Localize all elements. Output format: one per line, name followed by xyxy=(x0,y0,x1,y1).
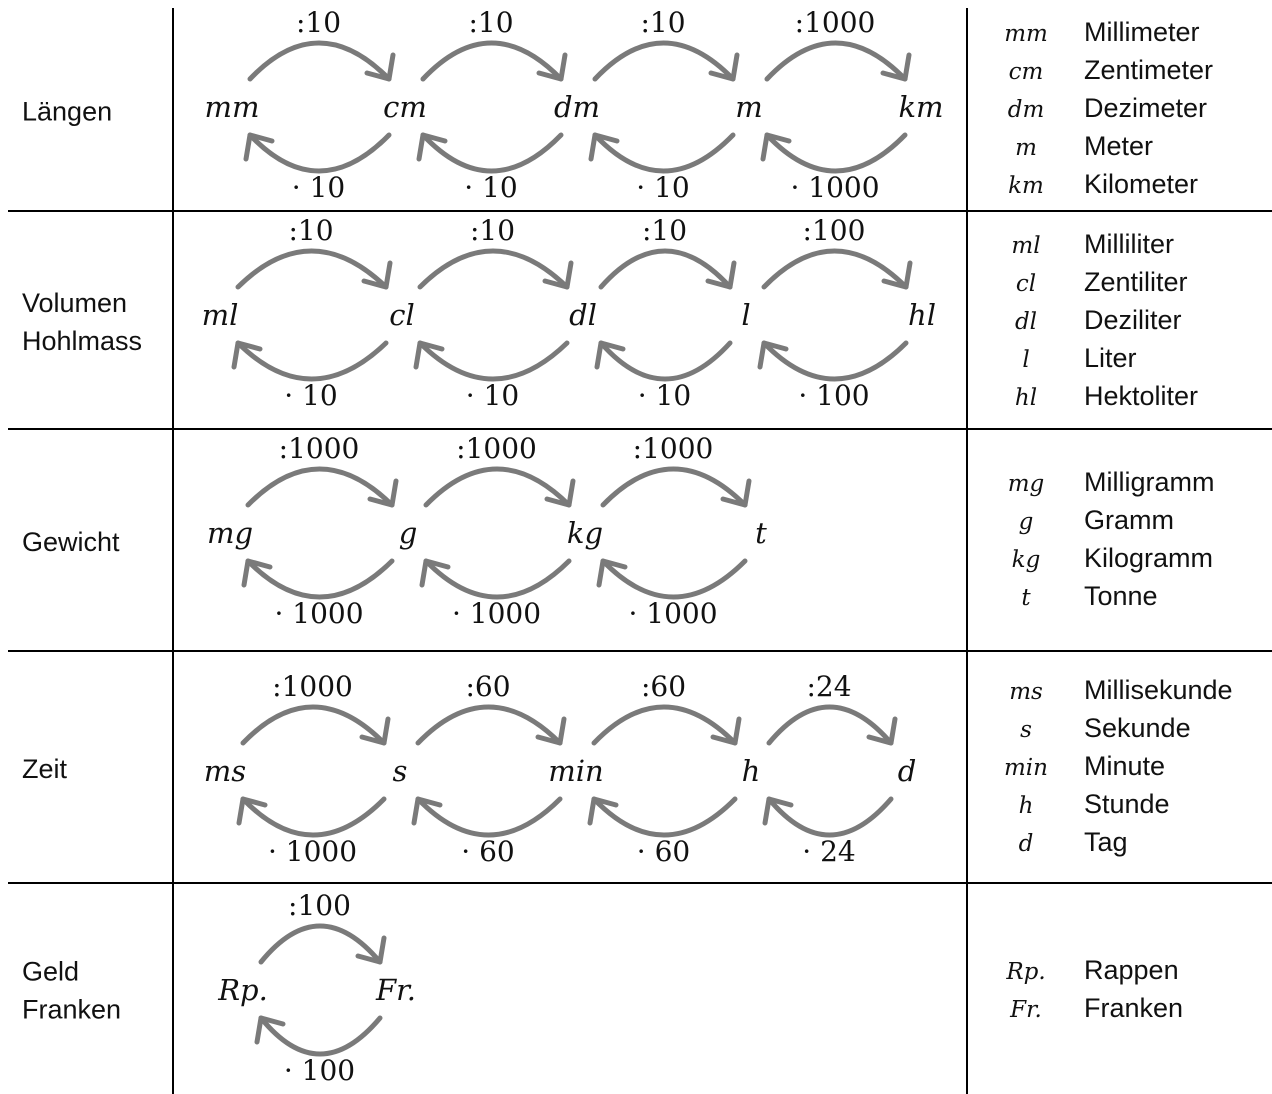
unit-label: s xyxy=(392,754,408,788)
legend-unit-name: Tag xyxy=(1084,827,1128,857)
unit-label: g xyxy=(398,516,418,550)
divide-factor-label: :1000 xyxy=(632,432,714,465)
multiply-factor-label: · 60 xyxy=(636,835,691,868)
multiply-factor-label: · 100 xyxy=(798,379,870,412)
divide-factor-label: :10 xyxy=(295,6,342,39)
category-label: Geld xyxy=(22,956,80,987)
legend-unit-name: Zentimeter xyxy=(1084,55,1214,85)
unit-label: mg xyxy=(206,516,254,550)
divide-factor-label: :10 xyxy=(288,214,334,247)
legend-unit-name: Kilometer xyxy=(1084,169,1199,199)
conversion-row xyxy=(22,889,1183,1087)
legend-unit-name: Meter xyxy=(1084,131,1154,161)
legend-abbreviation: dm xyxy=(1007,97,1045,123)
divide-arrowhead xyxy=(713,719,739,743)
divide-arrowhead xyxy=(547,481,573,505)
category-label: Franken xyxy=(22,994,122,1025)
unit-label: cm xyxy=(383,90,427,124)
legend-abbreviation: l xyxy=(1022,347,1030,373)
divide-arrowhead xyxy=(884,263,910,287)
multiply-arrowhead xyxy=(760,343,786,367)
unit-label: mm xyxy=(204,90,260,124)
divide-factor-label: :10 xyxy=(641,214,688,247)
legend-abbreviation: d xyxy=(1018,831,1034,857)
category-label: Zeit xyxy=(22,754,68,784)
unit-label: dl xyxy=(569,298,597,332)
multiply-factor-label: · 1000 xyxy=(274,597,364,630)
category-label: Hohlmass xyxy=(22,326,143,356)
multiply-factor-label: · 10 xyxy=(464,171,518,204)
legend-abbreviation: Fr. xyxy=(1010,997,1042,1023)
legend-unit-name: Dezimeter xyxy=(1084,93,1208,123)
legend-abbreviation: m xyxy=(1015,135,1037,161)
unit-label: t xyxy=(755,516,767,550)
divide-arrowhead xyxy=(362,719,388,743)
unit-label: ml xyxy=(201,298,239,332)
legend-abbreviation: hl xyxy=(1014,385,1038,411)
multiply-factor-label: · 60 xyxy=(461,835,515,868)
unit-label: dm xyxy=(553,90,601,124)
legend-unit-name: Deziliter xyxy=(1084,305,1182,335)
unit-label: min xyxy=(548,754,604,788)
divide-arrowhead xyxy=(538,719,564,743)
multiply-factor-label: · 24 xyxy=(802,835,856,868)
divide-factor-label: :10 xyxy=(469,214,516,247)
legend-unit-name: Millimeter xyxy=(1084,17,1200,47)
divide-factor-label: :1000 xyxy=(272,670,353,703)
legend-unit-name: Sekunde xyxy=(1084,713,1191,743)
divide-factor-label: :24 xyxy=(806,670,852,703)
legend-abbreviation: g xyxy=(1018,509,1034,535)
unit-label: Rp. xyxy=(218,973,268,1007)
unit-label: ms xyxy=(203,754,247,788)
legend-abbreviation: cl xyxy=(1015,271,1037,297)
multiply-factor-label: · 1000 xyxy=(267,835,358,868)
legend-unit-name: Gramm xyxy=(1084,505,1174,535)
multiply-factor-label: · 1000 xyxy=(790,171,880,204)
unit-label: Fr. xyxy=(375,973,417,1007)
legend-unit-name: Zentiliter xyxy=(1084,267,1188,297)
divide-factor-label: :60 xyxy=(640,670,687,703)
unit-label: l xyxy=(741,298,751,332)
legend-unit-name: Liter xyxy=(1084,343,1137,373)
legend-unit-name: Hektoliter xyxy=(1084,381,1199,411)
legend-unit-name: Milligramm xyxy=(1084,467,1215,497)
legend-unit-name: Kilogramm xyxy=(1084,543,1214,573)
legend-abbreviation: km xyxy=(1008,173,1044,199)
divide-factor-label: :10 xyxy=(640,6,686,39)
unit-label: h xyxy=(741,754,761,788)
legend-unit-name: Franken xyxy=(1084,993,1184,1023)
multiply-factor-label: · 100 xyxy=(283,1054,356,1087)
legend-abbreviation: kg xyxy=(1011,547,1041,573)
multiply-factor-label: · 10 xyxy=(636,171,690,204)
conversion-row xyxy=(22,6,1213,204)
legend-abbreviation: mm xyxy=(1004,21,1048,47)
divide-factor-label: :1000 xyxy=(456,432,537,465)
divide-factor-label: :100 xyxy=(288,889,351,922)
divide-arrowhead xyxy=(545,263,571,287)
unit-label: kg xyxy=(566,516,604,550)
divide-factor-label: :10 xyxy=(468,6,514,39)
legend-abbreviation: cm xyxy=(1008,59,1044,85)
divide-arrowhead xyxy=(370,481,396,505)
category-label: Gewicht xyxy=(22,527,120,557)
conversion-row xyxy=(22,670,1233,868)
legend-unit-name: Minute xyxy=(1084,751,1166,781)
unit-label: cl xyxy=(389,298,415,332)
multiply-factor-label: · 1000 xyxy=(451,597,542,630)
multiply-arrowhead xyxy=(422,561,448,585)
multiply-factor-label: · 10 xyxy=(465,379,520,412)
legend-abbreviation: s xyxy=(1020,717,1032,743)
unit-label: hl xyxy=(908,298,936,332)
multiply-factor-label: · 10 xyxy=(291,171,346,204)
multiply-arrowhead xyxy=(414,799,440,823)
multiply-arrowhead xyxy=(416,343,442,367)
divide-arrowhead xyxy=(367,55,393,79)
divide-factor-label: :1000 xyxy=(794,6,876,39)
legend-unit-name: Millisekunde xyxy=(1084,675,1233,705)
divide-factor-label: :1000 xyxy=(278,432,360,465)
divide-arrowhead xyxy=(364,263,390,287)
category-label: Längen xyxy=(22,96,113,127)
divide-factor-label: :100 xyxy=(802,214,866,247)
unit-label: km xyxy=(898,90,944,124)
multiply-factor-label: · 10 xyxy=(284,379,338,412)
multiply-arrowhead xyxy=(599,561,625,585)
multiply-arrowhead xyxy=(244,561,270,585)
legend-unit-name: Milliliter xyxy=(1084,229,1174,259)
legend-abbreviation: ml xyxy=(1011,233,1041,259)
legend-abbreviation: dl xyxy=(1014,309,1038,335)
conversion-row xyxy=(22,432,1215,630)
multiply-arrowhead xyxy=(234,343,260,367)
conversion-row xyxy=(22,214,1198,412)
legend-abbreviation: mg xyxy=(1007,471,1045,497)
legend-unit-name: Stunde xyxy=(1084,789,1170,819)
multiply-factor-label: · 1000 xyxy=(628,597,718,630)
divide-arrowhead xyxy=(723,481,749,505)
unit-label: d xyxy=(897,754,917,788)
multiply-factor-label: · 10 xyxy=(637,379,692,412)
legend-unit-name: Rappen xyxy=(1084,955,1179,985)
divide-factor-label: :60 xyxy=(465,670,511,703)
legend-abbreviation: Rp. xyxy=(1006,959,1046,985)
legend-abbreviation: h xyxy=(1018,793,1034,819)
legend-abbreviation: ms xyxy=(1009,679,1043,705)
table-content xyxy=(22,6,1233,1087)
legend-abbreviation: t xyxy=(1021,585,1031,611)
category-label: Volumen xyxy=(22,288,128,318)
legend-unit-name: Tonne xyxy=(1084,581,1158,611)
unit-label: m xyxy=(735,90,763,124)
legend-abbreviation: min xyxy=(1004,755,1048,781)
